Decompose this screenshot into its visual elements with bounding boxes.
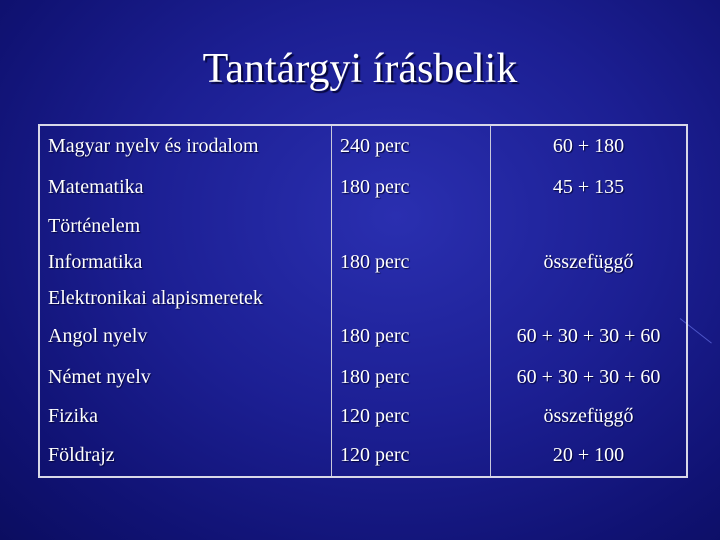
duration-cell: 240 perc bbox=[332, 125, 491, 167]
slide-title: Tantárgyi írásbelik bbox=[202, 46, 518, 92]
duration-cell: 180 perc bbox=[332, 316, 491, 357]
split-cell: 60 + 30 + 30 + 60 bbox=[491, 316, 688, 357]
subject-cell: Földrajz bbox=[48, 444, 115, 466]
split-cell: 60 + 30 + 30 + 60 bbox=[491, 357, 688, 398]
duration-cell: 180 perc bbox=[332, 357, 491, 398]
duration-cell: 120 perc bbox=[332, 398, 491, 435]
subject-line: Elektronikai alapismeretek bbox=[48, 287, 263, 309]
subject-line: Történelem bbox=[48, 215, 141, 237]
table-row bbox=[39, 208, 687, 316]
subject-line: Informatika bbox=[48, 251, 143, 273]
split-cell: összefüggő bbox=[491, 398, 688, 435]
table-row bbox=[39, 398, 687, 435]
duration-cell: 120 perc bbox=[332, 435, 491, 477]
table-row bbox=[39, 357, 687, 398]
table-row bbox=[39, 435, 687, 477]
table-row bbox=[39, 167, 687, 208]
table-row bbox=[39, 125, 687, 167]
exam-duration-table bbox=[38, 124, 688, 478]
subject-cell: Német nyelv bbox=[48, 366, 151, 388]
subject-cell: Fizika bbox=[48, 405, 98, 427]
table-row bbox=[39, 316, 687, 357]
split-cell: 60 + 180 bbox=[491, 125, 688, 167]
subject-cell: Angol nyelv bbox=[48, 325, 148, 347]
subject-cell: Matematika bbox=[48, 176, 144, 198]
duration-cell: 180 perc bbox=[332, 167, 491, 208]
subject-cell: Magyar nyelv és irodalom bbox=[48, 135, 259, 157]
duration-cell: 180 perc bbox=[332, 208, 491, 316]
split-cell: 45 + 135 bbox=[491, 167, 688, 208]
split-cell: összefüggő bbox=[491, 208, 688, 316]
split-cell: 20 + 100 bbox=[491, 435, 688, 477]
subject-cell bbox=[39, 208, 332, 316]
